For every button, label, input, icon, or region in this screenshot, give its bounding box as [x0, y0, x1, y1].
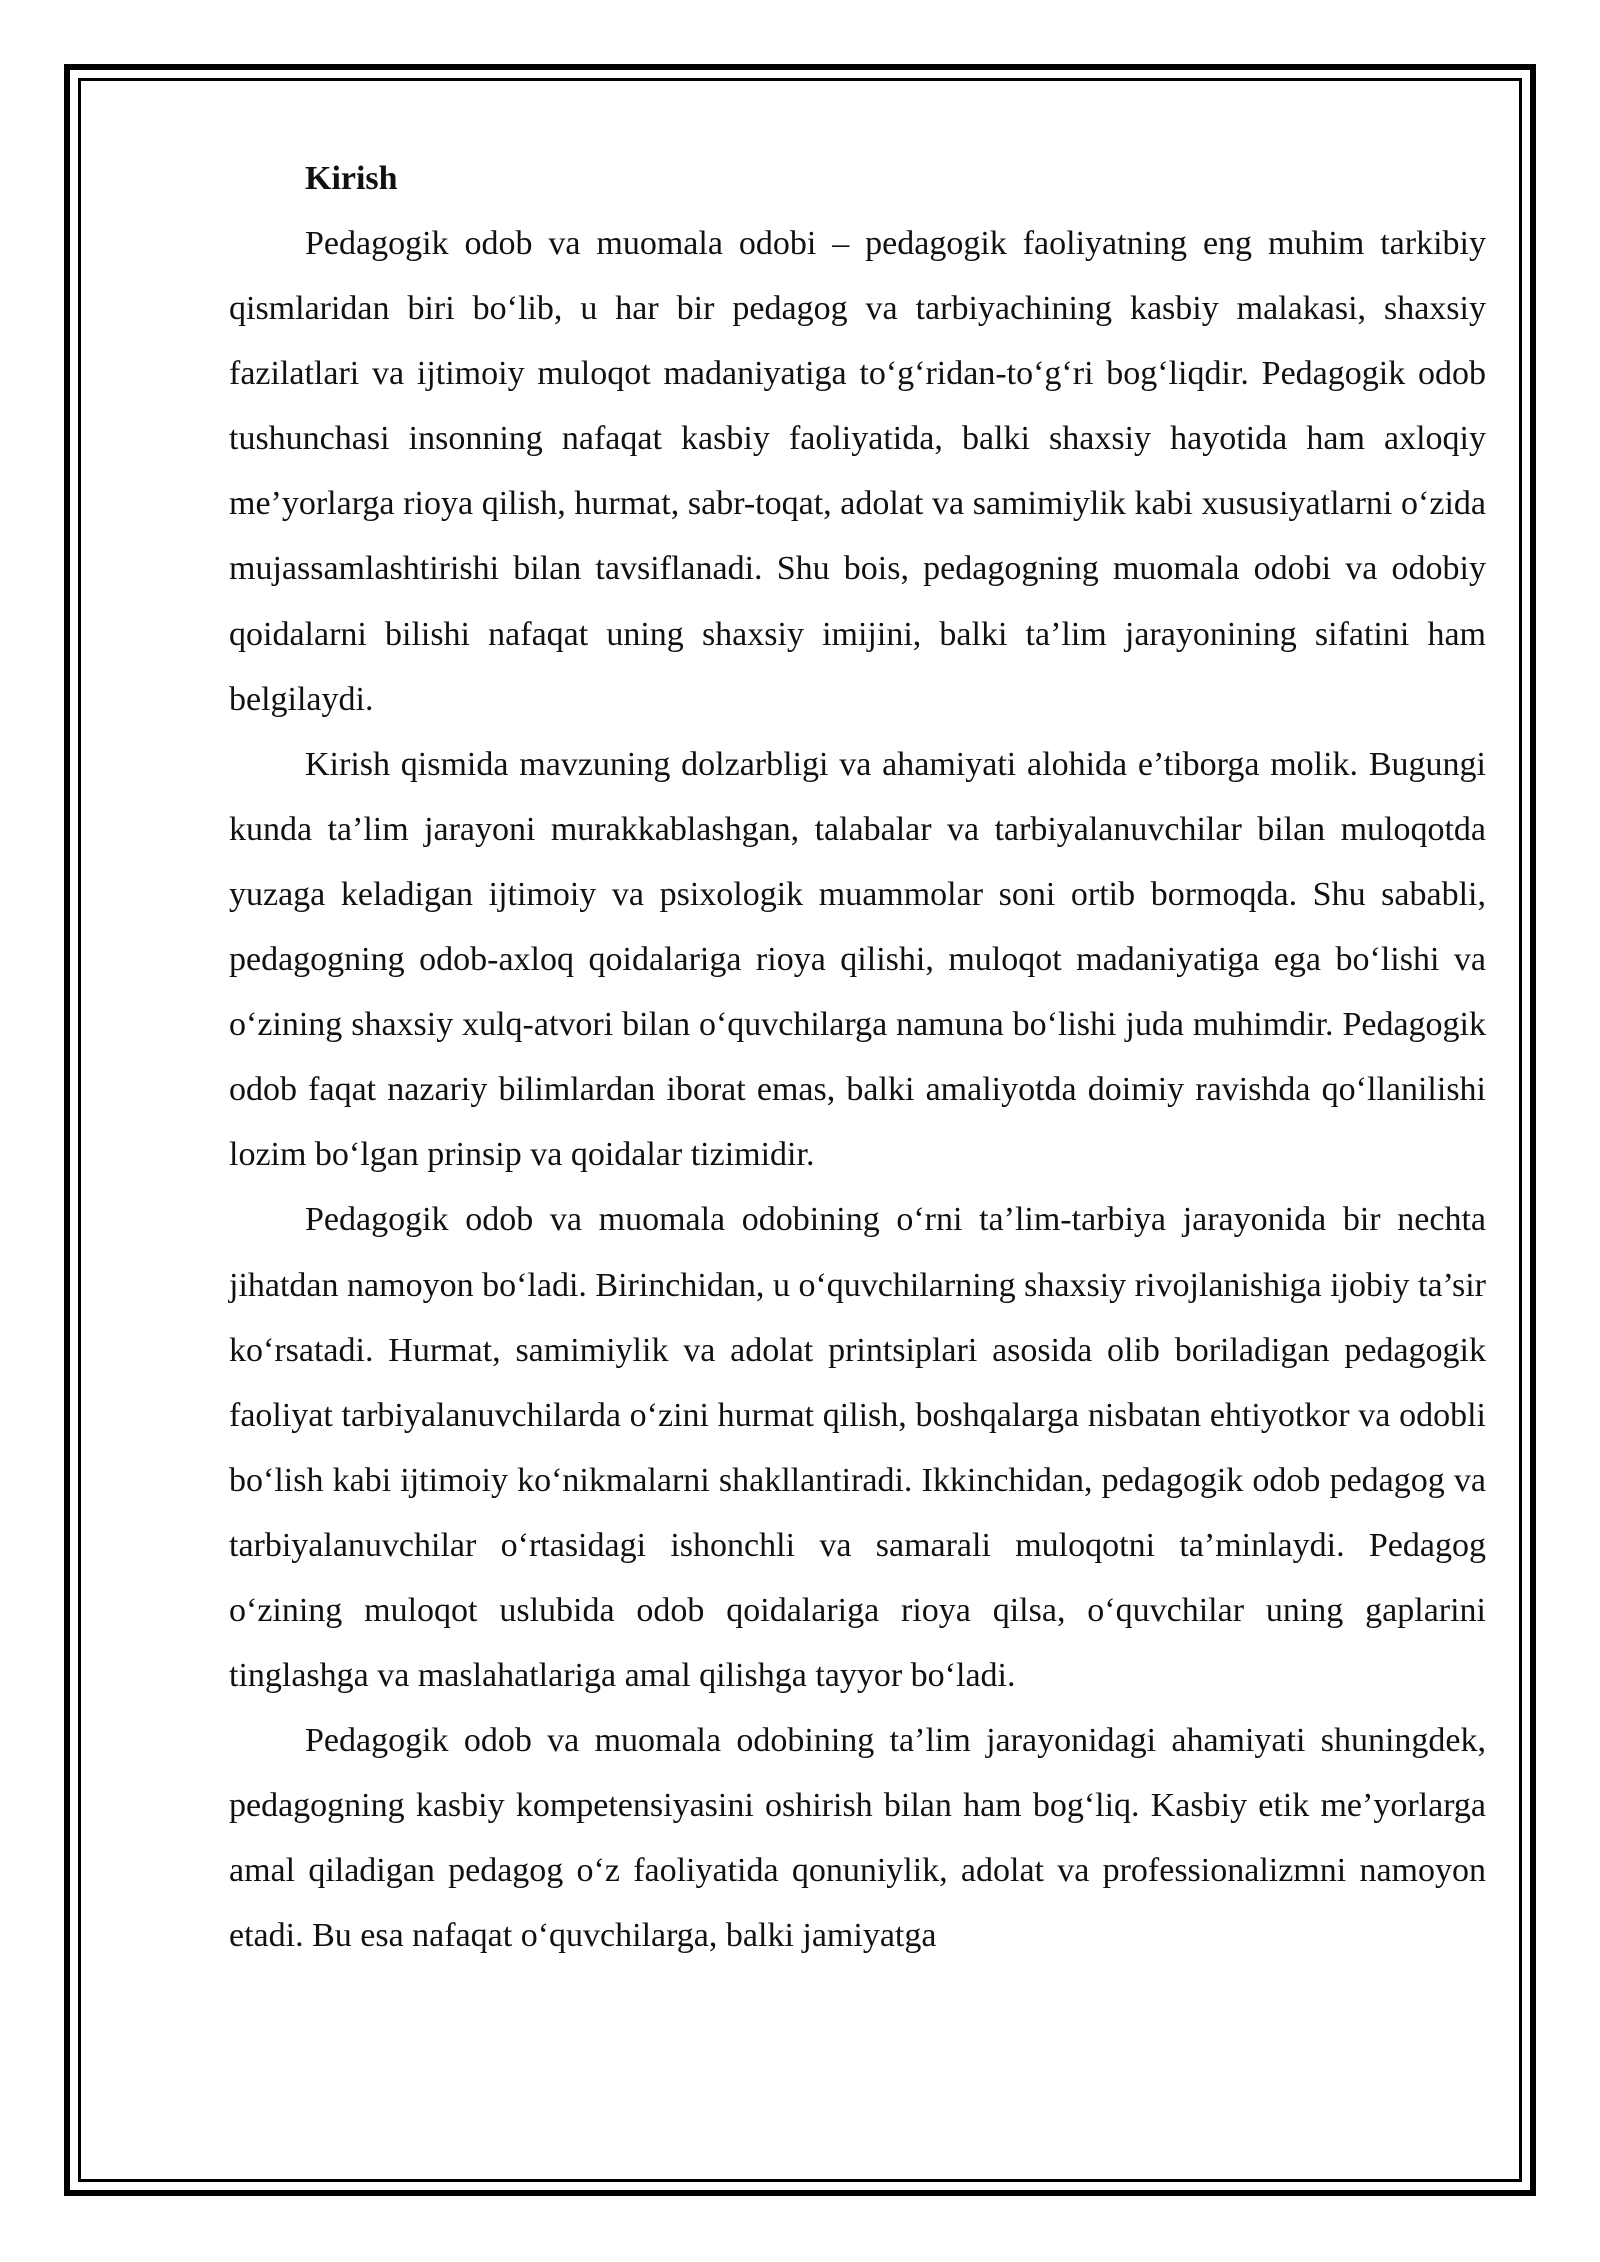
- paragraph-1: Pedagogik odob va muomala odobi – pedagogik faoliyatning eng muhim tarkibiy qismlaridan biri bo‘lib, u har bir pedagog va tarbiyachining kasbiy malakasi, shaxsiy fazilatlari va ijtimoiy muloqot madaniyatiga to‘g‘ridan-to‘g‘ri bog‘liqdir. Pedagogik odob tushunchasi insonning nafaqat kasbiy faoliyatida, balki shaxsiy hayotida ham axloqiy me’yorlarga rioya qilish, hurmat, sabr-toqat, adolat va samimiylik kabi xususiyatlarni o‘zida mujassamlashtirishi bilan tavsiflanadi. Shu bois, pedagogning muomala odobi va odobiy qoidalarni bilishi nafaqat uning shaxsiy imijini, balki ta’lim jarayonining sifatini ham belgilaydi.: [229, 225, 1486, 718]
- paragraph-3: Pedagogik odob va muomala odobining o‘rni ta’lim-tarbiya jarayonida bir nechta jihatdan namoyon bo‘ladi. Birinchidan, u o‘quvchilarning shaxsiy rivojlanishiga ijobiy ta’sir ko‘rsatadi. Hurmat, samimiylik va adolat printsiplari asosida olib boriladigan pedagogik faoliyat tarbiyalanuvchilarda o‘zini hurmat qilish, boshqalarga nisbatan ehtiyotkor va odobli bo‘lish kabi ijtimoiy ko‘nikmalarni shakllantiradi. Ikkinchidan, pedagogik odob pedagog va tarbiyalanuvchilar o‘rtasidagi ishonchli va samarali muloqotni ta’minlaydi. Pedagog o‘zining muloqot uslubida odob qoidalariga rioya qilsa, o‘quvchilar uning gaplarini tinglashga va maslahatlariga amal qilishga tayyor bo‘ladi.: [229, 1201, 1486, 1695]
- document-body: [229, 146, 1486, 1969]
- paragraph-4: Pedagogik odob va muomala odobining ta’lim jarayonidagi ahamiyati shuningdek, pedagogning kasbiy kompetensiyasini oshirish bilan ham bog‘liq. Kasbiy etik me’yorlarga amal qiladigan pedagog o‘z faoliyatida qonuniylik, adolat va professionalizmni namoyon etadi. Bu esa nafaqat o‘quvchilarga, balki jamiyatga: [229, 1722, 1486, 1955]
- paragraph-2: Kirish qismida mavzuning dolzarbligi va ahamiyati alohida e’tiborga molik. Bugungi kunda ta’lim jarayoni murakkablashgan, talabalar va tarbiyalanuvchilar bilan muloqotda yuzaga keladigan ijtimoiy va psixologik muammolar soni ortib bormoqda. Shu sababli, pedagogning odob-axloq qoidalariga rioya qilishi, muloqot madaniyatiga ega bo‘lishi va o‘zining shaxsiy xulq-atvori bilan o‘quvchilarga namuna bo‘lishi juda muhimdir. Pedagogik odob faqat nazariy bilimlardan iborat emas, balki amaliyotda doimiy ravishda qo‘llanilishi lozim bo‘lgan prinsip va qoidalar tizimidir.: [229, 745, 1486, 1174]
- section-heading: Kirish: [305, 160, 398, 197]
